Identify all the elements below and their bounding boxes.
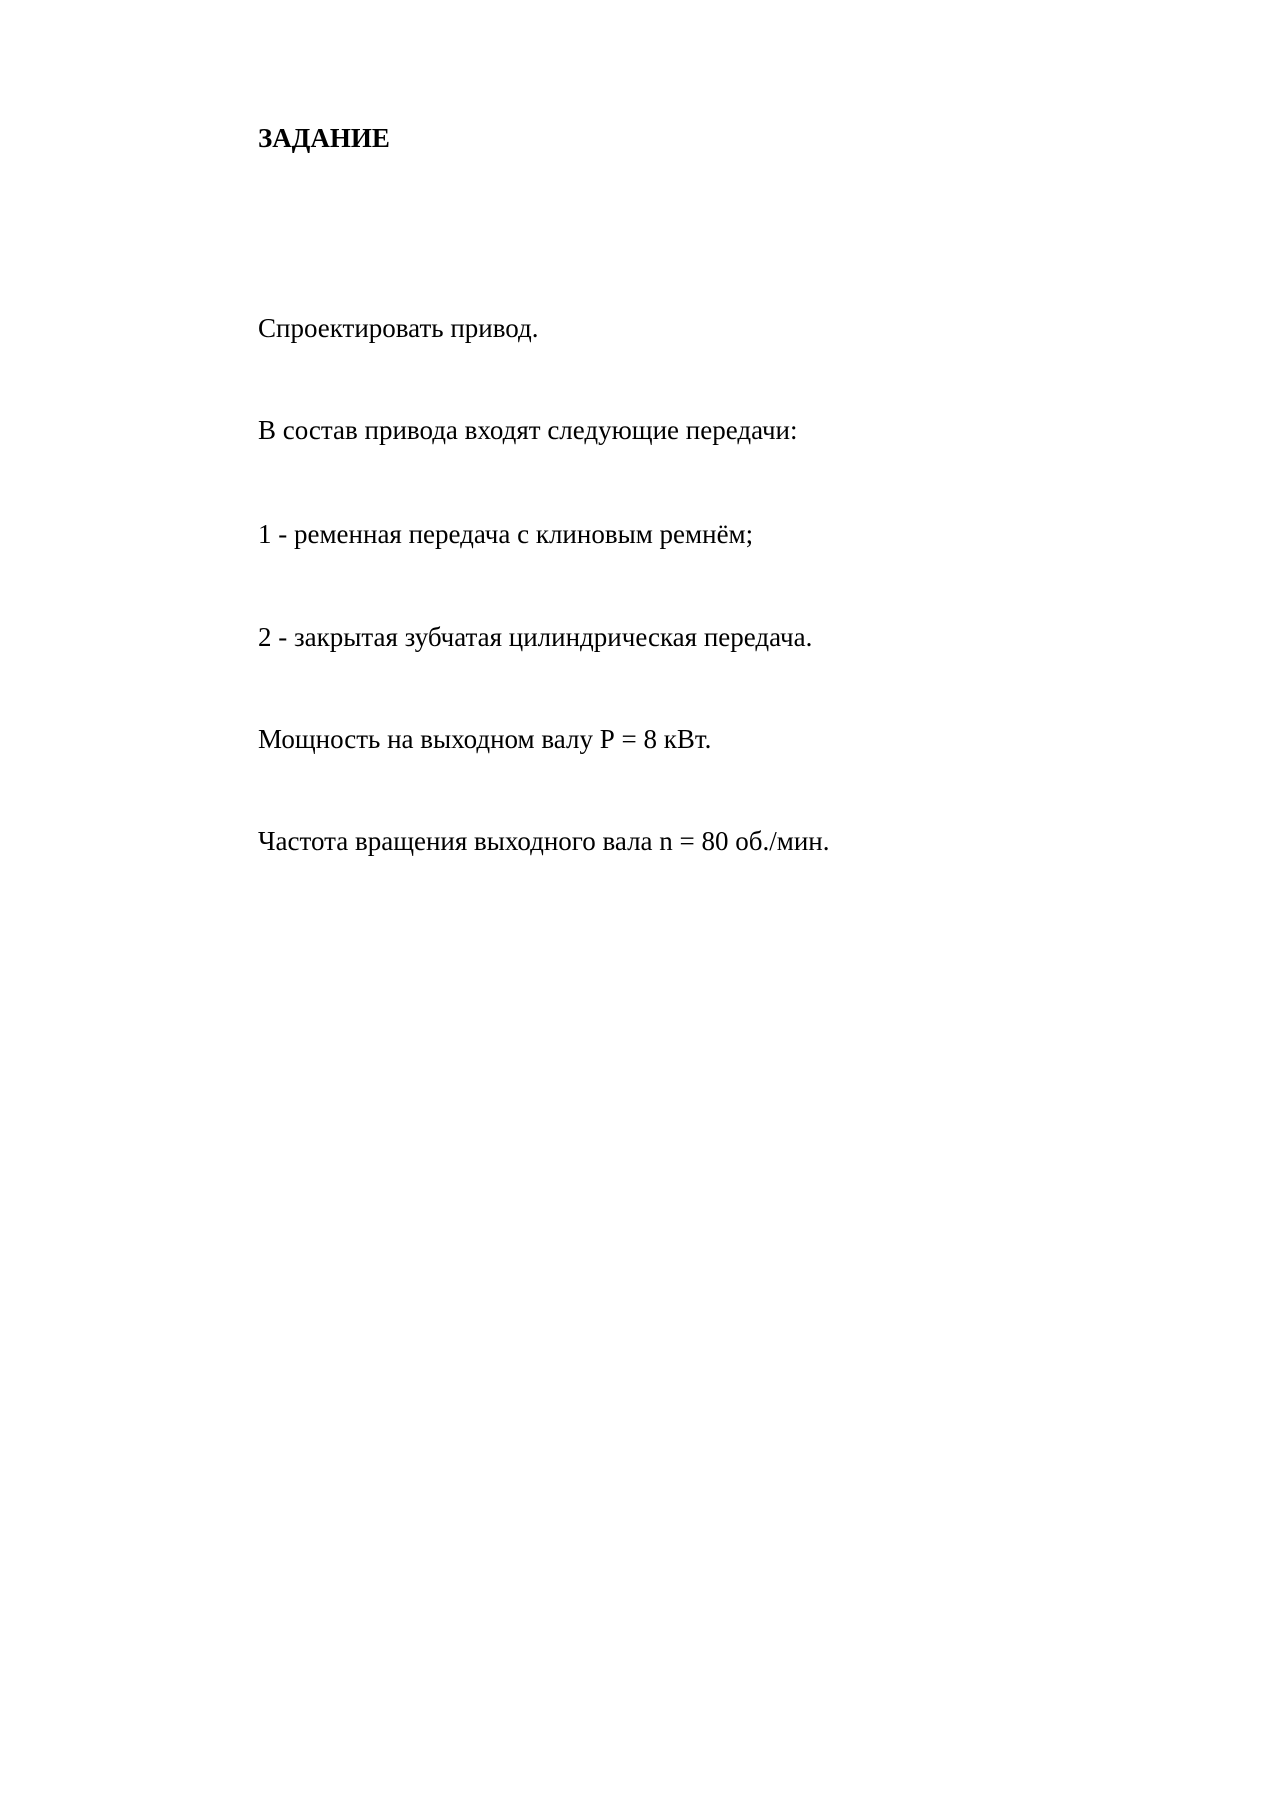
paragraph-power: Мощность на выходном валу Р = 8 кВт.	[258, 724, 712, 754]
paragraph-rotation-speed: Частота вращения выходного вала n = 80 об./мин.	[258, 826, 830, 856]
paragraph-gear-drive: 2 - закрытая зубчатая цилиндрическая передача.	[258, 622, 813, 652]
page-title: ЗАДАНИЕ	[258, 123, 390, 153]
paragraph-belt-drive: 1 - ременная передача с клиновым ремнём;	[258, 519, 754, 549]
paragraph-composition: В состав привода входят следующие передачи:	[258, 415, 798, 445]
paragraph-task: Спроектировать привод.	[258, 313, 539, 343]
